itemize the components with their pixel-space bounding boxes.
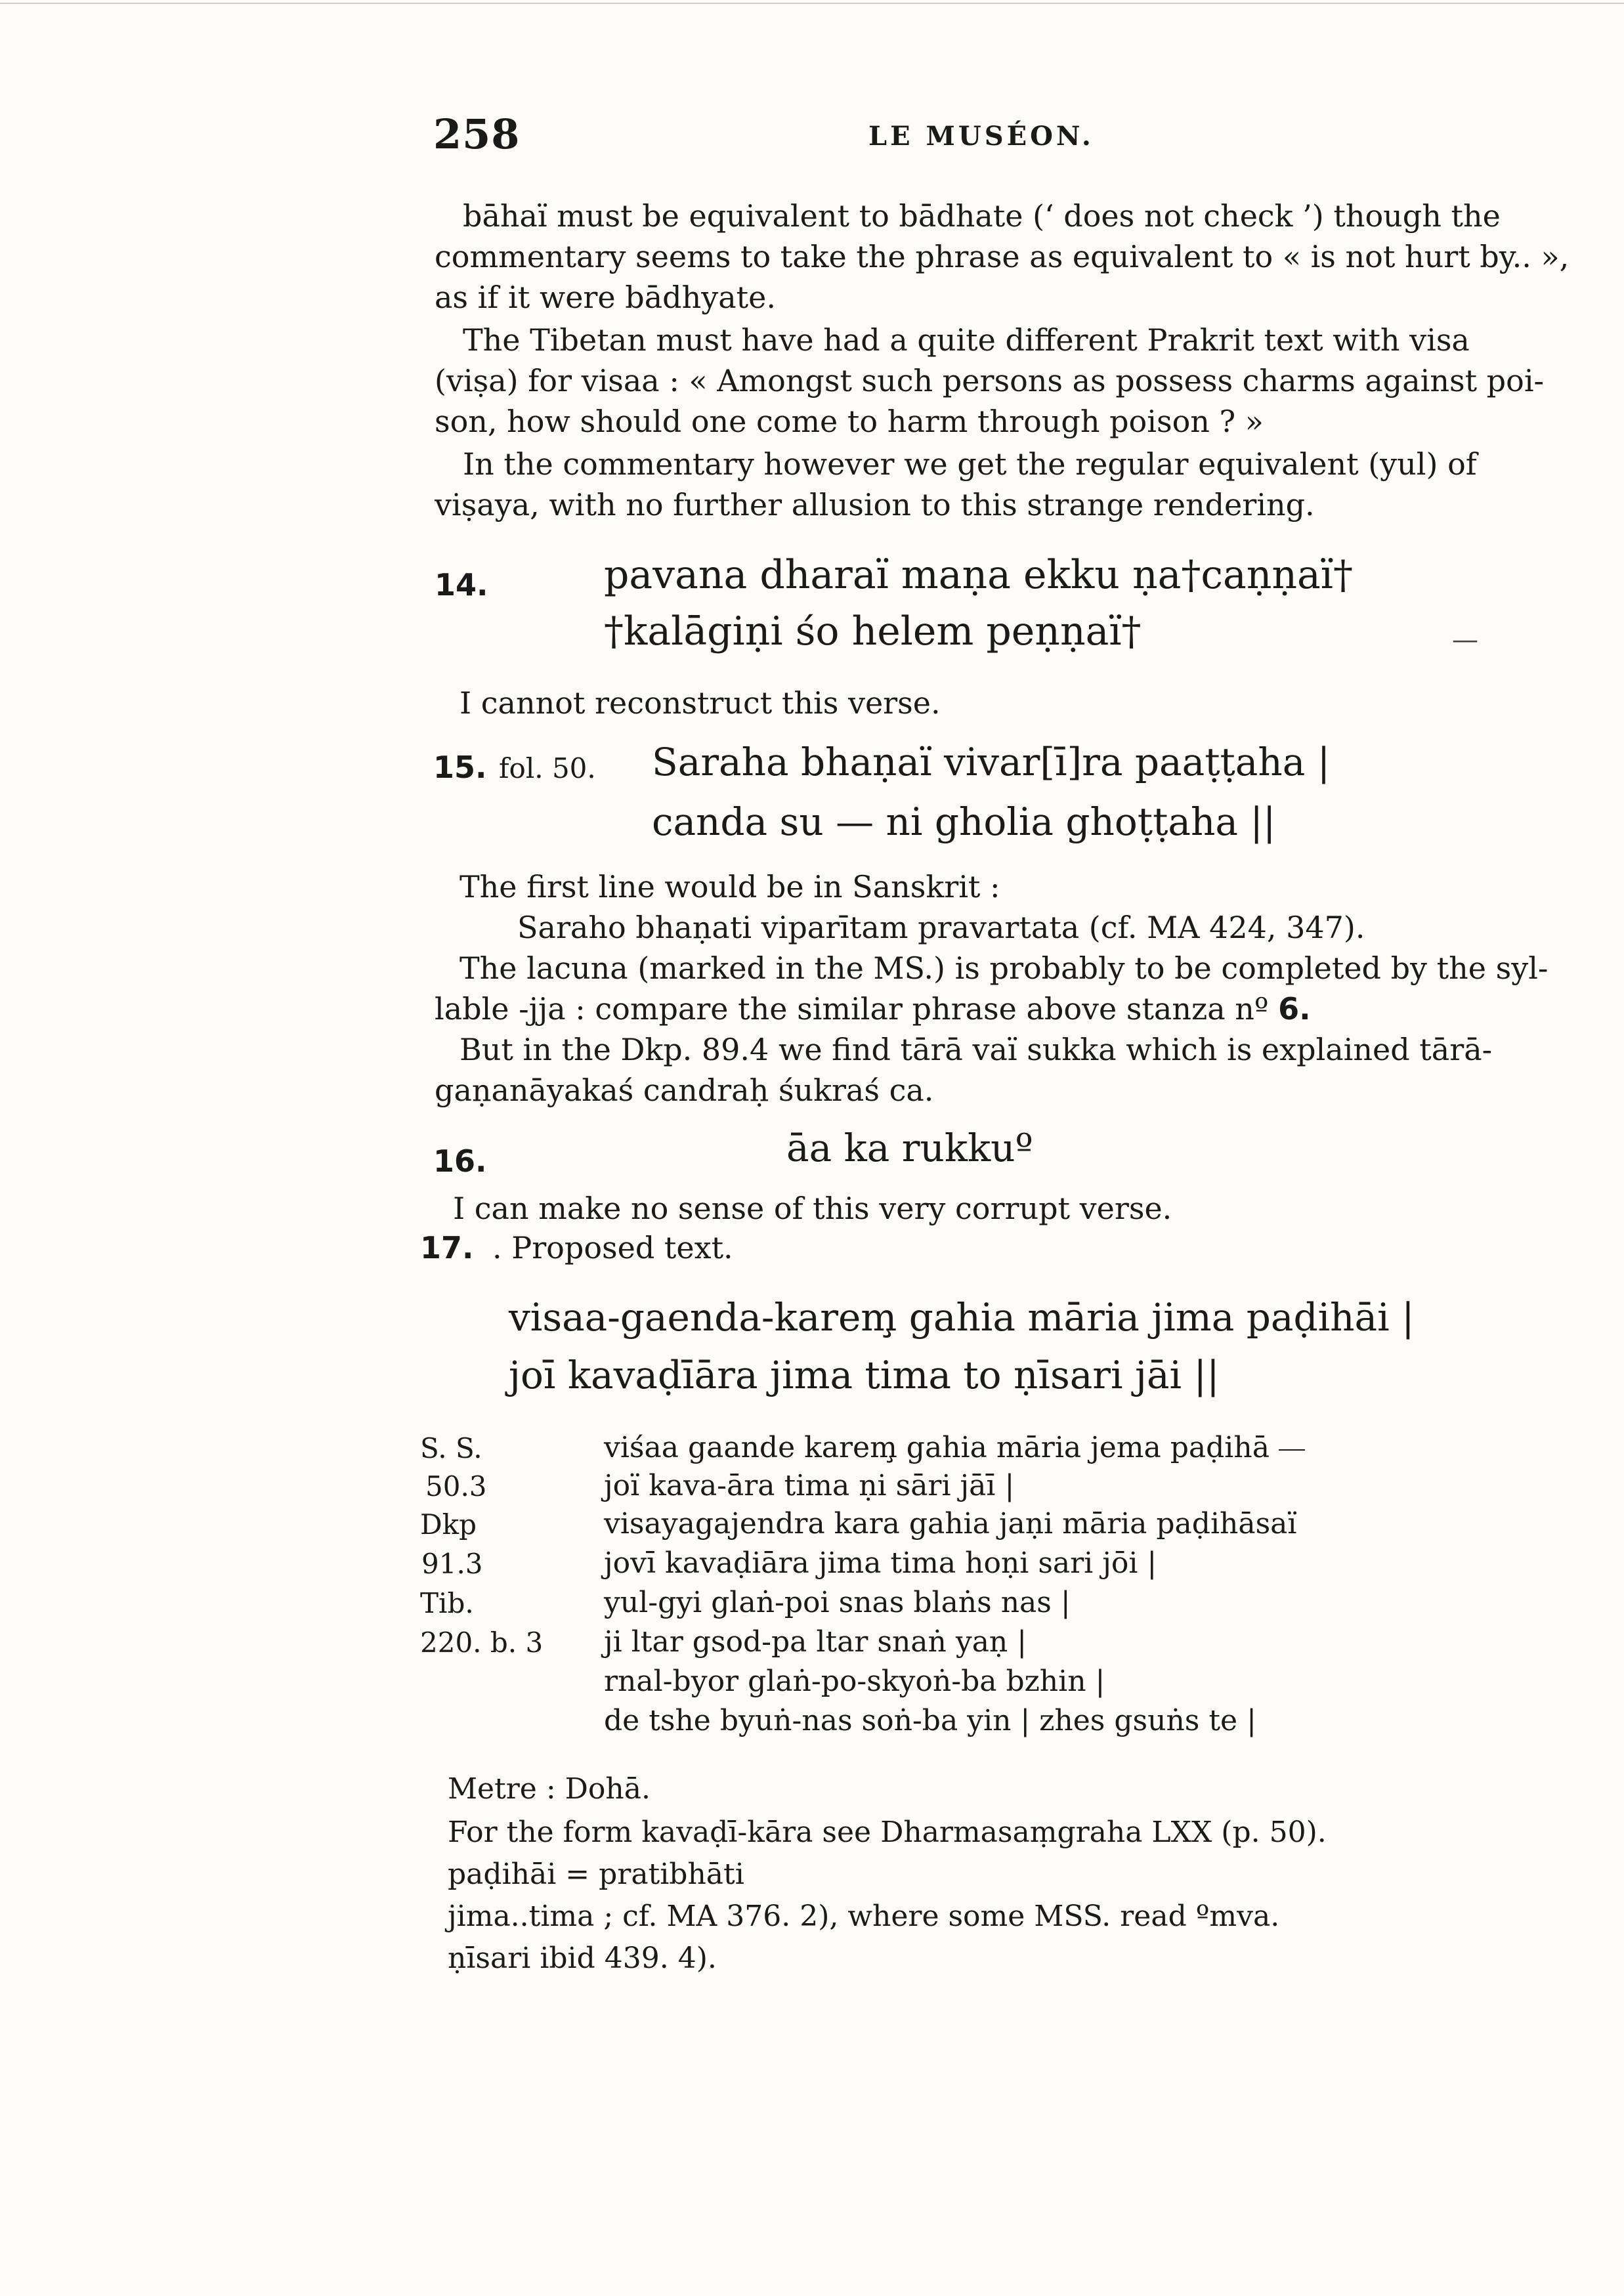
variant-source: S. S. bbox=[420, 1432, 482, 1464]
intro-line: viṣaya, with no further allusion to this strange rendering. bbox=[435, 487, 1315, 522]
stanza-17-note: jima..tima ; cf. MA 376. 2), where some MSS. read ºmva. bbox=[448, 1900, 1280, 1933]
stanza-number-15: 15. bbox=[433, 750, 487, 785]
variant-reading: visayagajendra kara gahia jaṇi māria paḍihāsaï bbox=[604, 1507, 1297, 1541]
folio-reference: fol. 50. bbox=[499, 752, 596, 784]
intro-line: as if it were bādhyate. bbox=[435, 280, 776, 315]
stanza-15-note: The first line would be in Sanskrit : bbox=[459, 869, 1000, 904]
stanza-17-note: ṇīsari ibid 439. 4). bbox=[448, 1942, 717, 1975]
stanza-15-verse-line: Saraha bhaṇaï vivar[ī]ra paaṭṭaha | bbox=[652, 740, 1331, 784]
variant-reading bbox=[604, 1431, 1305, 1464]
variant-source: 220. b. 3 bbox=[420, 1626, 544, 1659]
stanza-17-note: paḍihāi = pratibhāti bbox=[448, 1858, 744, 1891]
stanza-15-note: Saraho bhaṇati viparītam pravartata (cf. MA 424, 347). bbox=[517, 910, 1365, 945]
stanza-17-verse-line: joī kavaḍīāra jima tima to ṇīsari jāi || bbox=[509, 1353, 1220, 1397]
running-title: LE MUSÉON. bbox=[868, 121, 1094, 152]
variant-source: Dkp bbox=[420, 1508, 477, 1541]
variant-reading: ji ltar gsod-pa ltar snaṅ yaṇ | bbox=[604, 1625, 1027, 1659]
stanza-14-verse-line: †kalāgiṇi śo helem peṇṇaï† bbox=[604, 608, 1142, 654]
variant-reading: yul-gyi glaṅ-poi snas blaṅs nas | bbox=[604, 1586, 1071, 1619]
intro-line: bāhaï must be equivalent to bādhate (‘ does not check ’) though the bbox=[463, 198, 1501, 234]
stanza-16-comment: I can make no sense of this very corrupt verse. bbox=[453, 1191, 1172, 1226]
variant-source: 91.3 bbox=[421, 1548, 483, 1580]
variant-reading: joï kava-āra tima ṇi sāri jāī | bbox=[604, 1469, 1015, 1502]
stanza-17-verse-line: visaa-gaenda-karem̧ gahia māria jima paḍihāi | bbox=[509, 1295, 1415, 1340]
page-number: 258 bbox=[433, 110, 521, 158]
variant-source: Tib. bbox=[420, 1587, 474, 1619]
stanza-cross-reference: 6. bbox=[1278, 991, 1311, 1027]
stanza-number-17: 17. bbox=[420, 1230, 474, 1265]
stanza-15-note: gaṇanāyakaś candraḥ śukraś ca. bbox=[435, 1073, 934, 1108]
stanza-number-16: 16. bbox=[433, 1143, 487, 1179]
variant-reading: rnal-byor glaṅ-po-skyoṅ-ba bzhin | bbox=[604, 1665, 1105, 1698]
stanza-17-note: Metre : Dohā. bbox=[448, 1772, 651, 1806]
stanza-15-note-text: lable -jja : compare the similar phrase above stanza nº bbox=[435, 991, 1269, 1027]
lacuna-dash bbox=[1279, 1449, 1305, 1451]
stanza-16-verse: āa ka rukkuº bbox=[786, 1126, 1033, 1170]
intro-line: In the commentary however we get the regular equivalent (yul) of bbox=[463, 446, 1477, 482]
variant-reading: de tshe byuṅ-nas soṅ-ba yin | zhes gsuṅs te | bbox=[604, 1704, 1256, 1737]
intro-line: The Tibetan must have had a quite different Prakrit text with visa bbox=[463, 322, 1470, 358]
stanza-14-comment: I cannot reconstruct this verse. bbox=[459, 685, 941, 721]
intro-line: (viṣa) for visaa : « Amongst such persons as possess charms against poi- bbox=[435, 363, 1545, 398]
proposed-text-label: . Proposed text. bbox=[492, 1230, 733, 1265]
stanza-14-verse-line: pavana dharaï maṇa ekku ṇa†caṇṇaï† bbox=[604, 552, 1353, 598]
stanza-15-note bbox=[435, 991, 1311, 1027]
variant-reading: jovī kavaḍiāra jima tima hoṇi sari jōi | bbox=[604, 1546, 1157, 1580]
stanza-17-note: For the form kavaḍī-kāra see Dharmasaṃgraha LXX (p. 50). bbox=[448, 1816, 1327, 1849]
stanza-15-note: The lacuna (marked in the MS.) is probably to be completed by the syl- bbox=[459, 950, 1549, 986]
stanza-15-verse-line: canda su — ni gholia ghoṭṭaha || bbox=[652, 799, 1276, 844]
variant-reading-text: viśaa gaande karem̧ gahia māria jema paḍihā bbox=[604, 1431, 1270, 1464]
intro-line: son, how should one come to harm through poison ? » bbox=[435, 404, 1264, 439]
variant-source: 50.3 bbox=[425, 1470, 487, 1502]
stanza-number-14: 14. bbox=[435, 567, 488, 603]
stanza-15-note: But in the Dkp. 89.4 we find tārā vaï sukka which is explained tārā- bbox=[459, 1032, 1493, 1067]
intro-line: commentary seems to take the phrase as equivalent to « is not hurt by.. », bbox=[435, 239, 1570, 274]
margin-mark: — bbox=[1452, 625, 1478, 655]
top-rule bbox=[0, 3, 1624, 4]
